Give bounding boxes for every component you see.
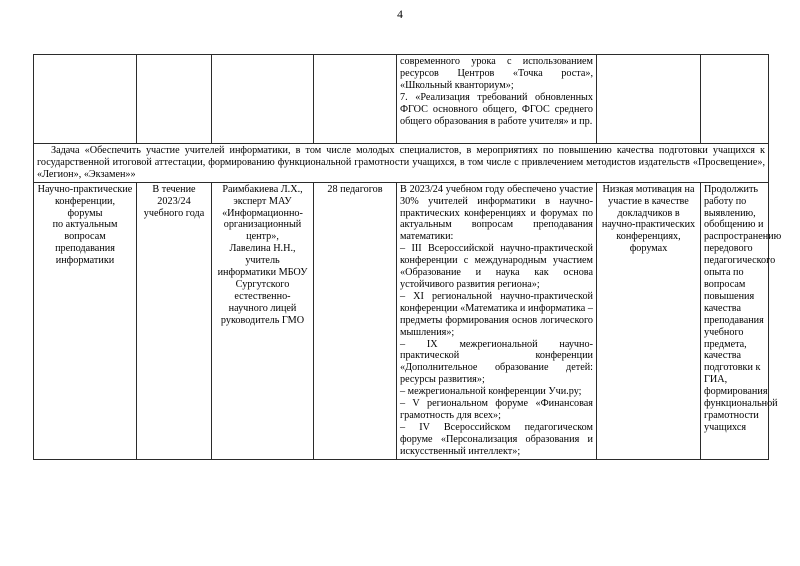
cell-period: В течение 2023/24 учебного года [137, 182, 212, 459]
cell-task-text: Задача «Обеспечить участие учителей информатики, в том числе молодых специалистов, в мероприятиях по повышению качества подготовки учащихся к государственной итоговой аттестации, формированию функциональной грамотности учащихся, в том числе с привлечением методистов издательств «Просвещение», «Легион», «Экзамен»» [34, 144, 769, 183]
table-row-main [34, 182, 769, 459]
cell-participant-count: 28 педагогов [314, 182, 397, 459]
cell-continuation-recommendation [701, 55, 769, 144]
cell-problem: Низкая мотивация на участие в качестве докладчиков в научно-практических конференциях, форумах [597, 182, 701, 459]
page-number: 4 [397, 9, 403, 21]
cell-result-description: В 2023/24 учебном году обеспечено участие 30% учителей информатики в научно-практических конференциях и форумах по актуальным вопросам преподавания математики: – III Всероссийской научно-практической конференции с международным участием «Образование и наука как основа устойчивого развития региона»; – XI региональной научно-практической конференции «Математика и информатика – предметы формирования основ логического мышления»; – IX межрегиональной научно-практической конференции «Дополнительное образование детей: ресурсы развития»; – межрегиональной конференции Учи.ру; – V региональном форуме «Финансовая грамотность для всех»; – IV Всероссийском педагогическом форуме «Персонализация образования и искусственный интеллект»; [397, 182, 597, 459]
table-row-task [34, 144, 769, 183]
cell-continuation-problem [597, 55, 701, 144]
cell-event-name: Научно-практические конференции, форумы по актуальным вопросам преподавания информатики [34, 182, 137, 459]
cell-continuation-participants [314, 55, 397, 144]
report-table [33, 54, 782, 460]
cell-continuation-responsible [212, 55, 314, 144]
cell-responsible-persons: Раимбакиева Л.Х., эксперт МАУ «Информационно-организационный центр», Лавелина Н.Н., учитель информатики МБОУ Сургутского естественно-научного лицей руководитель ГМО [212, 182, 314, 459]
table-row-continuation [34, 55, 769, 144]
cell-continuation-result: современного урока с использованием ресурсов Центров «Точка роста», «Школьный кванториум»; 7. «Реализация требований обновленных ФГОС основного общего, ФГОС среднего общего образования в работе учителя» и пр. [397, 55, 597, 144]
cell-continuation-event [34, 55, 137, 144]
cell-continuation-period [137, 55, 212, 144]
cell-recommendation: Продолжить работу по выявлению, обобщению и распространению передового педагогического опыта по вопросам повышения качества преподавания учебного предмета, качества подготовки к ГИА, формирования функциональной грамотности учащихся [701, 182, 769, 459]
